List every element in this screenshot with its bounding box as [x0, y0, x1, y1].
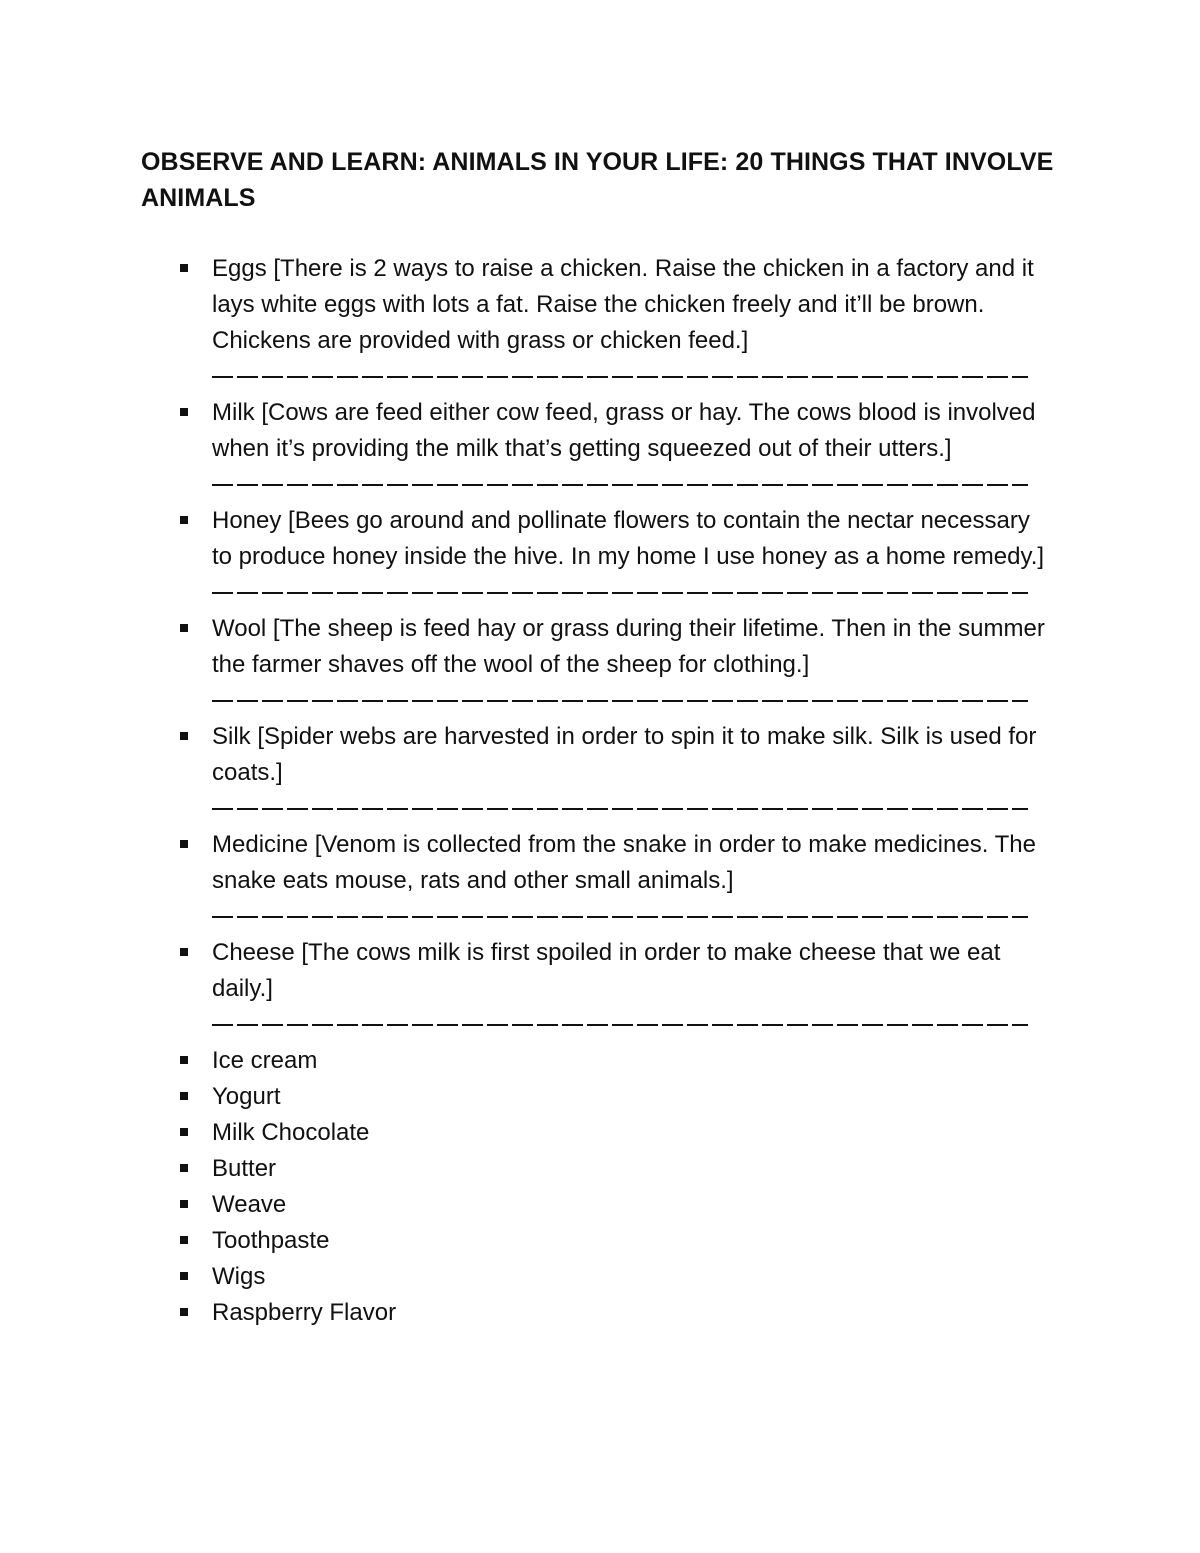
dashed-rule-line	[212, 700, 1028, 702]
square-bullet-icon	[180, 1200, 188, 1208]
square-bullet-icon	[180, 408, 188, 416]
separator-line	[212, 791, 1056, 827]
list-item-milk-chocolate	[141, 1115, 1056, 1151]
square-bullet-icon	[180, 1056, 188, 1064]
list-item-weave	[141, 1187, 1056, 1223]
list-item-text: Cheese [The cows milk is first spoiled in order to make cheese that we eat daily.]	[212, 939, 1001, 1002]
list-item-milk	[141, 395, 1056, 503]
square-bullet-icon	[180, 516, 188, 524]
square-bullet-icon	[180, 732, 188, 740]
list-item-ice-cream	[141, 1043, 1056, 1079]
square-bullet-icon	[180, 1272, 188, 1280]
square-bullet-icon	[180, 1128, 188, 1136]
separator-line	[212, 1007, 1056, 1043]
list-item-silk	[141, 719, 1056, 827]
page-title: OBSERVE AND LEARN: ANIMALS IN YOUR LIFE: 20 THINGS THAT INVOLVE ANIMALS	[141, 148, 1054, 212]
list-item-eggs	[141, 251, 1056, 395]
list-item-medicine	[141, 827, 1056, 935]
square-bullet-icon	[180, 1236, 188, 1244]
list-item-toothpaste	[141, 1223, 1056, 1259]
dashed-rule-line	[212, 592, 1028, 594]
list-item-text: Milk Chocolate	[212, 1119, 370, 1146]
list-item-text: Medicine [Venom is collected from the snake in order to make medicines. The snake eats mouse, rats and other small animals.]	[212, 831, 1036, 894]
separator-line	[212, 683, 1056, 719]
dashed-rule-line	[212, 808, 1028, 810]
list-item-text: Eggs [There is 2 ways to raise a chicken. Raise the chicken in a factory and it lays white eggs with lots a fat. Raise the chicken freely and it’ll be brown. Chickens are provided with grass or chicken feed.]	[212, 255, 1034, 354]
list-item-text: Butter	[212, 1155, 277, 1182]
list-item-honey	[141, 503, 1056, 611]
list-item-text: Silk [Spider webs are harvested in order to spin it to make silk. Silk is used for coats.]	[212, 723, 1037, 786]
square-bullet-icon	[180, 1308, 188, 1316]
square-bullet-icon	[180, 624, 188, 632]
list-item-yogurt	[141, 1079, 1056, 1115]
list-item-text: Wigs	[212, 1263, 266, 1290]
list-item-text: Ice cream	[212, 1047, 318, 1074]
list-item-cheese	[141, 935, 1056, 1043]
square-bullet-icon	[180, 1092, 188, 1100]
list-item-text: Milk [Cows are feed either cow feed, grass or hay. The cows blood is involved when it’s providing the milk that’s getting squeezed out of their utters.]	[212, 399, 1036, 462]
list-item-text: Yogurt	[212, 1083, 281, 1110]
square-bullet-icon	[180, 1164, 188, 1172]
list-item-text: Wool [The sheep is feed hay or grass during their lifetime. Then in the summer the farmer shaves off the wool of the sheep for clothing.]	[212, 615, 1045, 678]
list-item-text: Weave	[212, 1191, 287, 1218]
list-item-wigs	[141, 1259, 1056, 1295]
list-item-text: Toothpaste	[212, 1227, 330, 1254]
separator-line	[212, 359, 1056, 395]
list-item-wool	[141, 611, 1056, 719]
square-bullet-icon	[180, 264, 188, 272]
list-item-text: Honey [Bees go around and pollinate flowers to contain the nectar necessary to produce honey inside the hive. In my home I use honey as a home remedy.]	[212, 507, 1045, 570]
list-item-butter	[141, 1151, 1056, 1187]
dashed-rule-line	[212, 484, 1028, 486]
separator-line	[212, 899, 1056, 935]
square-bullet-icon	[180, 948, 188, 956]
separator-line	[212, 467, 1056, 503]
separator-line	[212, 575, 1056, 611]
list-item-raspberry-flavor	[141, 1295, 1056, 1331]
square-bullet-icon	[180, 840, 188, 848]
animal-items-list	[141, 251, 1056, 1331]
list-item-text: Raspberry Flavor	[212, 1299, 397, 1326]
dashed-rule-line	[212, 376, 1028, 378]
dashed-rule-line	[212, 1024, 1028, 1026]
dashed-rule-line	[212, 916, 1028, 918]
